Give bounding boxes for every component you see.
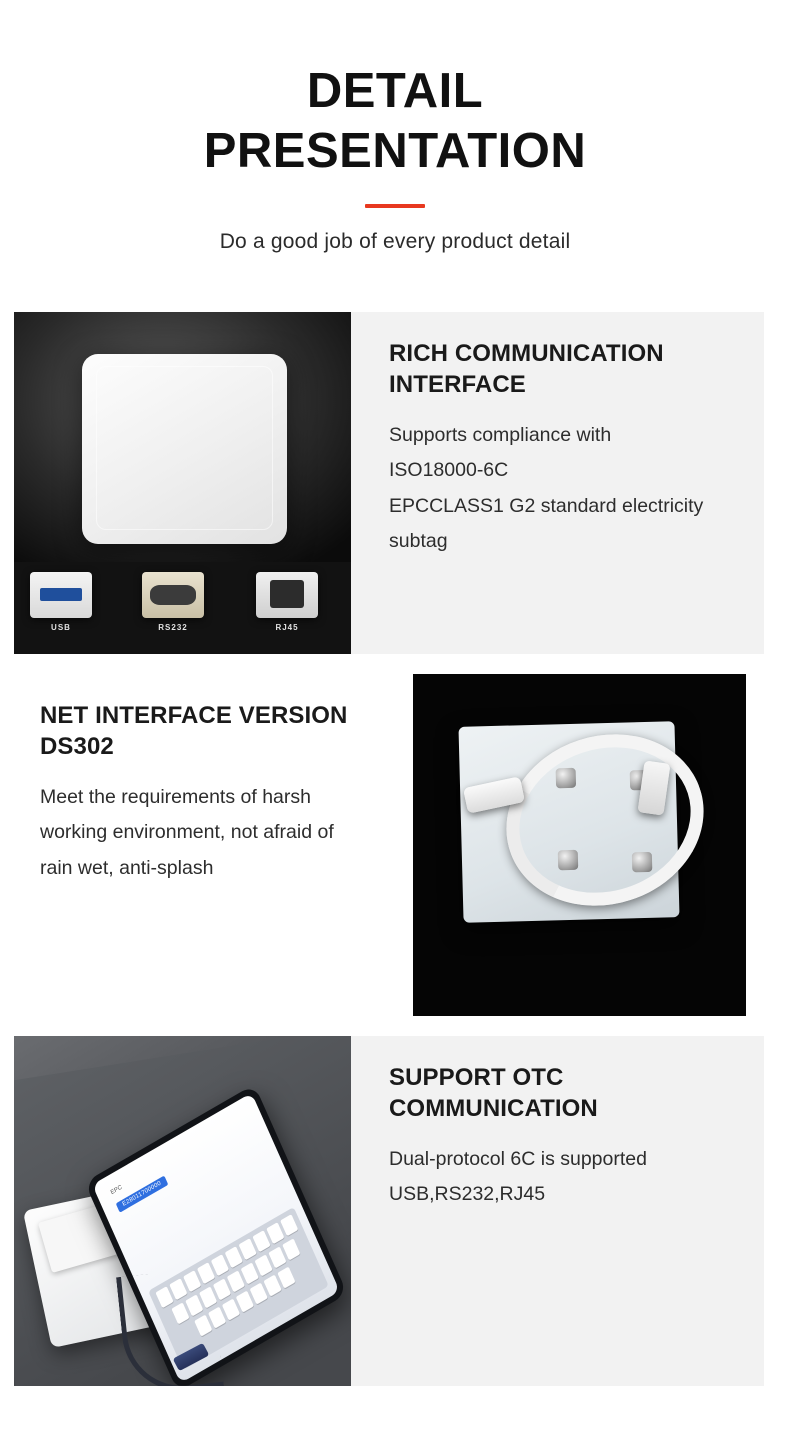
keyboard-key [280, 1214, 298, 1236]
feature-body-2 [40, 780, 389, 886]
feature-body-line: working environment, not afraid of [40, 821, 334, 844]
rs232-port-icon [142, 572, 204, 618]
feature-text-2 [10, 674, 413, 1016]
feature-body-line: Meet the requirements of harsh [40, 785, 311, 808]
feature-body-line: Supports compliance with [389, 423, 612, 446]
feature-body-line: rain wet, anti-splash [40, 856, 214, 879]
keyboard-key [277, 1266, 295, 1288]
rj45-port-label: RJ45 [275, 622, 299, 632]
phone-status-text: EPC [110, 1184, 124, 1196]
feature-body-1 [389, 418, 746, 560]
feature-body-line: subtag [389, 530, 448, 553]
usb-port-icon [30, 572, 92, 618]
feature-row-2 [10, 674, 746, 1016]
rj45-port [256, 572, 318, 632]
feature-image-phone-card [14, 1036, 351, 1386]
rj45-port-icon [256, 572, 318, 618]
feature-row-3 [14, 1036, 764, 1386]
feature-body-line: EPCCLASS1 G2 standard electricity [389, 494, 704, 517]
feature-image-reader-back [413, 674, 746, 1016]
feature-body-3 [389, 1142, 746, 1213]
feature-body-line: USB,RS232,RJ45 [389, 1183, 546, 1206]
rs232-port [142, 572, 204, 632]
feature-body-line: ISO18000-6C [389, 459, 509, 482]
keyboard-key [282, 1238, 300, 1260]
feature-body-line: Dual-protocol 6C is supported [389, 1147, 647, 1170]
title-divider [365, 204, 425, 208]
page-title [0, 62, 790, 182]
rs232-port-label: RS232 [158, 622, 188, 632]
page-title-line-1: DETAIL [306, 64, 484, 118]
feature-text-3 [351, 1036, 764, 1386]
feature-title-3: SUPPORT OTC COMMUNICATION [389, 1063, 598, 1122]
reader-port-strip [14, 562, 351, 654]
feature-title-2: NET INTERFACE VERSION DS302 [40, 701, 348, 760]
feature-text-1 [351, 312, 764, 654]
reader-panel-shape [82, 354, 287, 544]
page-subtitle: Do a good job of every product detail [219, 229, 571, 253]
usb-port-label: USB [51, 622, 71, 632]
feature-row-1 [14, 312, 764, 654]
feature-image-reader-front [14, 312, 351, 654]
usb-port [30, 572, 92, 632]
page-title-line-2: PRESENTATION [203, 123, 587, 178]
feature-title-1: RICH COMMUNICATION INTERFACE [389, 339, 664, 398]
page-header [0, 0, 790, 254]
feature-list [0, 312, 790, 1386]
phone-tag-badge: E28011700000 [116, 1175, 168, 1212]
